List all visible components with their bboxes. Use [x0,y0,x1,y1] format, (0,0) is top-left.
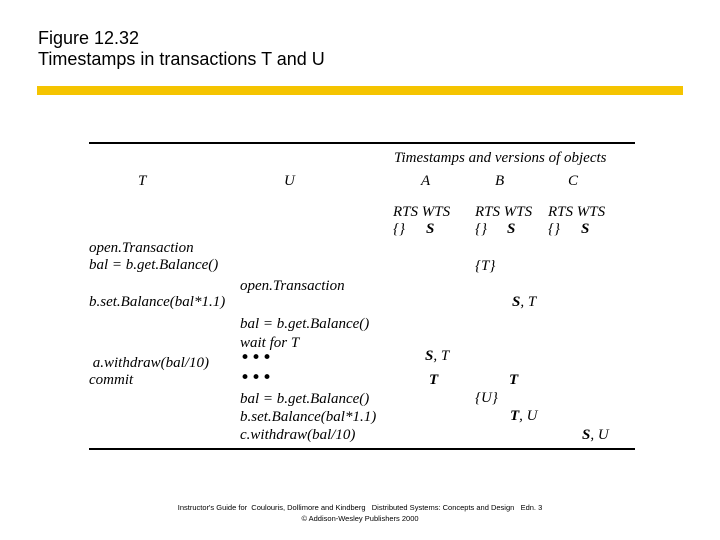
object-b-initial-wts: S [507,221,516,237]
object-b-initial-rts: {} [475,221,487,237]
a-committed-t: T [429,372,439,388]
t-op-withdraw: a.withdraw(bal/10) [89,355,210,371]
u-ellipsis-1: ••• [240,348,274,368]
b-tentative-t-bold: T [510,408,520,424]
footer-credit: Instructor's Guide for Coulouris, Dollimore and Kindberg Distributed Systems: Concepts and Design Edn. 3 [177,503,543,512]
t-op-open-transaction: open.Transaction [89,240,194,256]
column-header-t: T [138,173,147,189]
object-header-b: B [495,173,505,189]
c-tentative-s: S [582,427,591,443]
b-tentative-s: S [512,294,521,310]
c-tentative-u: , U [590,427,609,443]
u-op-get-balance-2: bal = b.get.Balance() [240,391,370,407]
object-header-c: C [568,173,579,189]
u-op-set-balance: b.set.Balance(bal*1.1) [240,409,377,425]
table-bottom-rule [89,448,635,450]
b-tentative-s-t [512,293,536,312]
u-op-open-transaction: open.Transaction [240,278,345,294]
b-tentative-t-u [510,407,538,426]
title-divider-bar [37,86,683,95]
object-b-initial [475,220,516,239]
object-c-initial [548,220,590,239]
objects-header: Timestamps and versions of objects [394,150,607,166]
object-c-initial-wts: S [581,221,590,237]
b-committed-t: T [509,372,519,388]
object-c-initial-rts: {} [548,221,560,237]
u-ellipsis-2: ••• [240,368,274,388]
c-tentative-s-u [582,426,609,445]
a-tentative-s-t [425,347,449,366]
figure-number: Figure 12.32 [38,28,140,48]
b-rts-t: {T} [475,258,496,274]
object-a-initial-wts: S [426,221,435,237]
figure-caption: Timestamps in transactions T and U [38,49,325,69]
b-rts-u: {U} [475,390,498,406]
t-op-get-balance: bal = b.get.Balance() [89,257,219,273]
footer-copyright: © Addison-Wesley Publishers 2000 [301,514,419,523]
table-top-rule [89,142,635,144]
u-op-get-balance: bal = b.get.Balance() [240,316,370,332]
object-b-columns: RTS WTS [475,204,533,220]
column-header-u: U [284,173,295,189]
object-c-columns: RTS WTS [548,204,606,220]
b-tentative-u: , U [519,408,538,424]
u-op-withdraw: c.withdraw(bal/10) [240,427,356,443]
u-op-wait-for-t: wait for T [240,335,300,351]
object-header-a: A [421,173,431,189]
object-a-columns: RTS WTS [393,204,451,220]
a-tentative-t: , T [433,348,450,364]
a-tentative-s: S [425,348,434,364]
b-tentative-t: , T [520,294,537,310]
object-a-initial-rts: {} [393,221,405,237]
t-op-set-balance: b.set.Balance(bal*1.1) [89,294,226,310]
t-op-commit: commit [89,372,134,388]
object-a-initial [393,220,435,239]
